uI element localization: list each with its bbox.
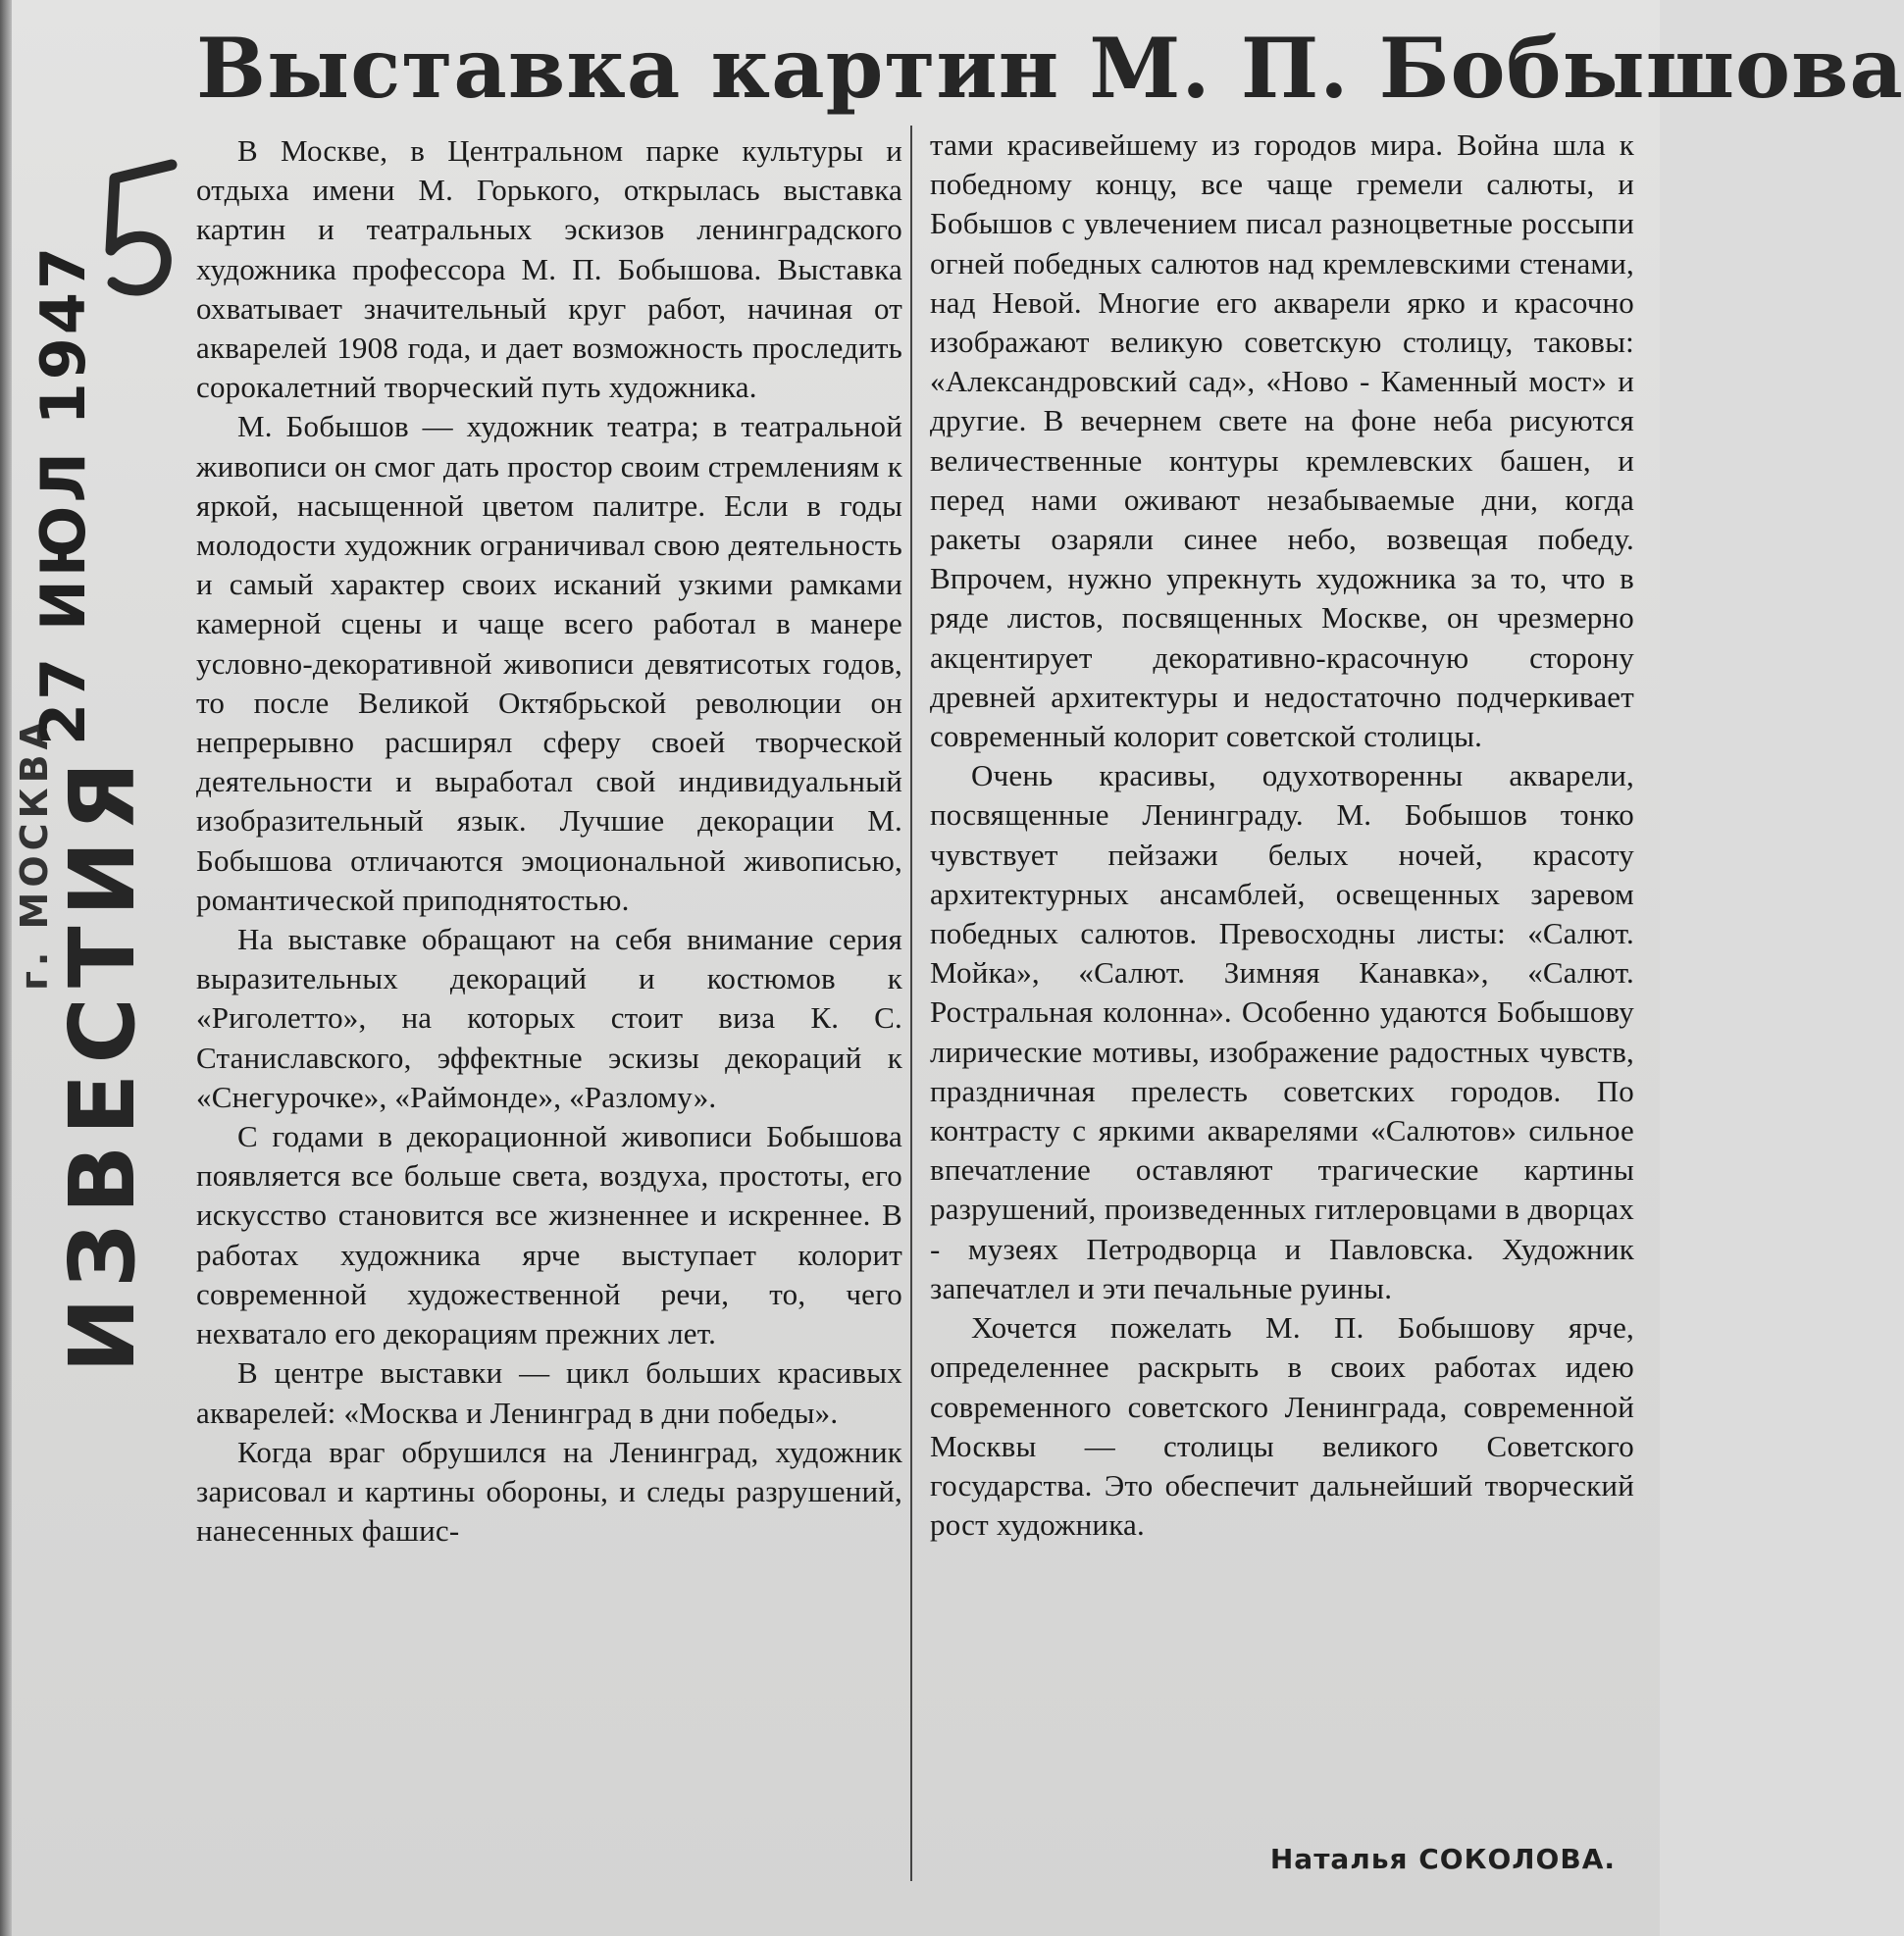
column-divider [910,126,912,1881]
author-signature: Наталья СОКОЛОВА. [1269,1843,1616,1875]
handwritten-mark [103,157,191,304]
paragraph: В Москве, в Центральном парке культуры и отдыха имени М. Горького, открылась выставка картин и театральных эскизов ленинградского художника профессора М. П. Бобышова. Выставка охватывает значительный круг работ, начиная от акварелей 1908 года, и дает возможность проследить сорокалетний творческий путь художника. [196,133,902,405]
paragraph: Хочется пожелать М. П. Бобышову ярче, определеннее раскрыть в своих работах идею современного советского Ленинграда, современной Москвы — столицы великого Советского государства. Это обеспечит дальнейший творческий рост художника. [930,1310,1634,1543]
column-left [196,131,902,1551]
paragraph: На выставке обращают на себя внимание серия выразительных декораций и костюмов к «Риголетто», на которых стоит виза К. С. Станиславского, эффектные эскизы декораций к «Снегурочке», «Раймонде», «Разлому». [196,922,902,1114]
paragraph: В центре выставки — цикл больших красивых акварелей: «Москва и Ленинград в дни победы». [196,1355,902,1430]
article-title: Выставка картин М. П. Бобышова [196,20,1904,117]
paragraph: Очень красивы, одухотворенны акварели, посвященные Ленинграду. М. Бобышов тонко чувствует пейзажи белых ночей, красоту архитектурных ансамблей, освещенных заревом победных салютов. Превосходны листы: «Салют. Мойка», «Салют. Зимняя Канавка», «Салют. Ростральная колонна». Особенно удаются Бобышову лирические мотивы, изображение радостных чувств, праздничная прелесть советских городов. По контрасту с яркими акварелями «Салютов» сильное впечатление оставляют трагические картины разрушений, произведенных гитлеровцами в дворцах - музеях Петродворца и Павловска. Художник запечатлел и эти печальные руины. [930,758,1634,1305]
paragraph: С годами в декорационной живописи Бобышова появляется все больше света, воздуха, простоты, его искусство становится все жизненнее и искреннее. В работах художника ярче выступает колорит современной художественной речи, то, чего нехватало его декорациям прежних лет. [196,1119,902,1351]
column-right [930,126,1634,1545]
stamp-newspaper: ИЗВЕСТИЯ [50,751,155,1373]
paragraph: Когда враг обрушился на Ленинград, художник зарисовал и картины обороны, и следы разрушений, нанесенных фашис- [196,1434,902,1549]
stamp-date: 27 ИЮЛ 1947 [27,243,99,745]
paragraph: М. Бобышов — художник театра; в театральной живописи он смог дать простор своим стремлениям к яркой, насыщенной цветом палитре. Если в годы молодости художник ограничивал свою деятельность и самый характер своих исканий узкими рамками камерной сцены и чаще всего работал в манере условно-декоративной живописи девятисотых годов, то после Великой Октябрьской революции он непрерывно расширял сферу своей творческой деятельности и выработал свой индивидуальный изобразительный язык. Лучшие декорации М. Бобышова отличаются эмоциональной живописью, романтической приподнятостью. [196,409,902,917]
archive-stamp [10,243,155,1373]
paragraph-continuation: тами красивейшему из городов мира. Война шла к победному концу, все чаще гремели салюты, и Бобышов с увлечением писал разноцветные россыпи огней победных салютов над кремлевскими стенами, над Невой. Многие его акварели ярко и красочно изображают великую советскую столицу, таковы: «Александровский сад», «Ново - Каменный мост» и другие. В вечернем свете на фоне неба рисуются величественные контуры кремлевских башен, и перед нами оживают незабываемые дни, когда ракеты озаряли синее небо, возвещая победу. Впрочем, нужно упрекнуть художника за то, что в ряде листов, посвященных Москве, он чрезмерно акцентирует декоративно-красочную сторону древней архитектуры и недостаточно подчеркивает современный колорит советской столицы. [930,127,1634,754]
stamp-city: г. МОСКВА [13,716,56,991]
